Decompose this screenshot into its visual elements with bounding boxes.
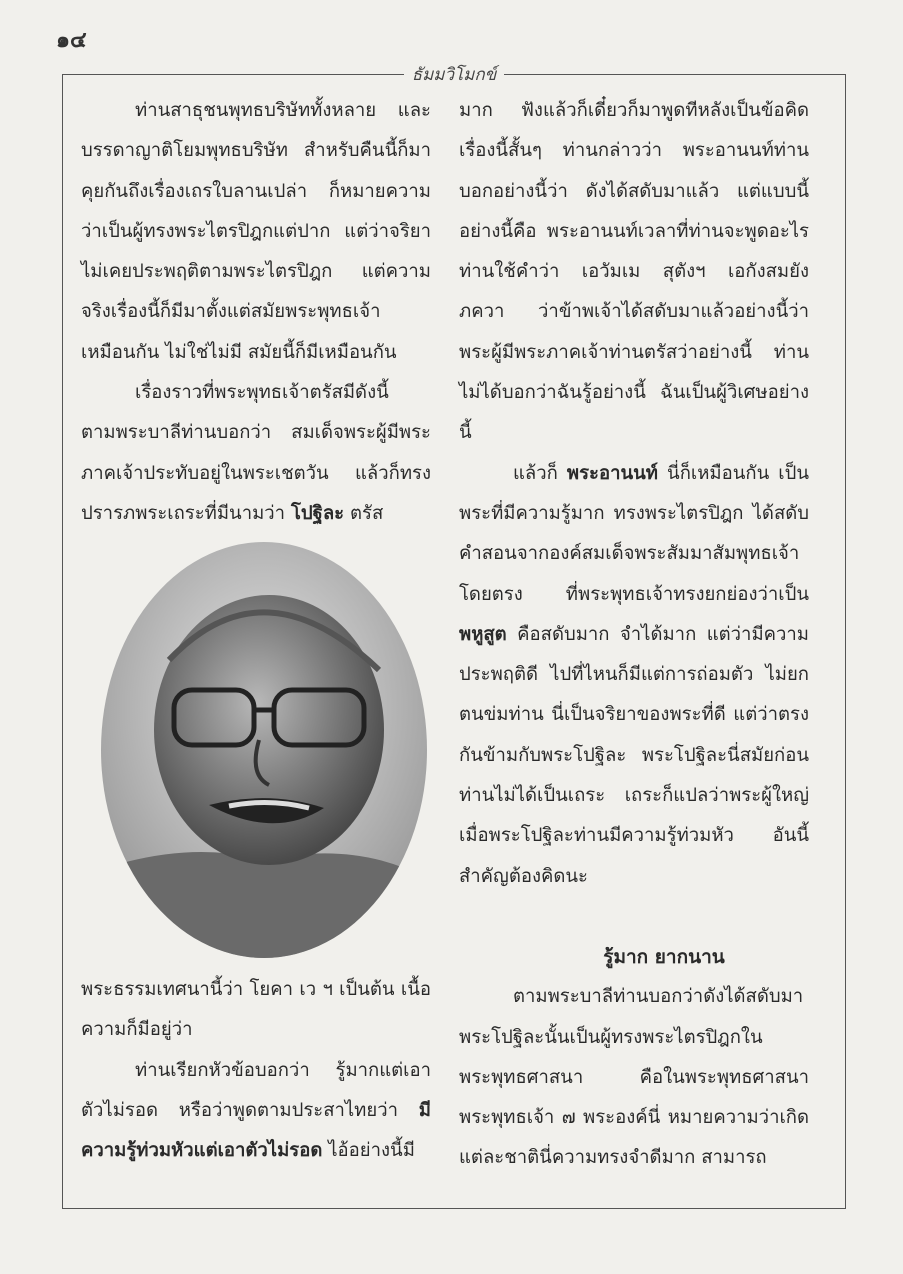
ananda-name: พระอานนท์ [566,462,658,484]
knowledge-phrase: มีความรู้ท่วมหัวแต่เอาตัวไม่รอด [81,1099,431,1162]
left-paragraph-2-end: ตรัส [344,502,384,524]
left-paragraph-3: พระธรรมเทศนานี้ว่า โยคา เว ฯ เป็นต้น เนื้อความก็มีอยู่ว่า [81,979,431,1041]
right-paragraph-2-end: คือสดับมาก จำได้มาก แต่ว่ามีความประพฤติดี ไปที่ไหนก็มีแต่การถ่อมตัว ไม่ยกตนข่มท่าน นี่เป็นจริยาของพระที่ดี แต่ว่าตรงกันข้ามกับพระโปฐิละ พระโปฐิละนี่สมัยก่อนท่านไม่ได้เป็นเถระ เถระก็แปลว่าพระผู้ใหญ่ เมื่อพระโปฐิละท่านมีความรู้ท่วมหัว อันนี้สำคัญต้องคิดนะ [459,623,809,887]
page-frame [62,65,846,1209]
monk-portrait [99,540,429,960]
right-paragraph-1: มาก ฟังแล้วก็เดี๋ยวก็มาพูดทีหลังเป็นข้อคิด เรื่องนี้สั้นๆ ท่านกล่าวว่า พระอานนท์ท่านบอกอย่างนี้ว่า ดังได้สดับมาแล้ว แต่แบบนี้อย่างนี้คือ พระอานนท์เวลาที่ท่านจะพูดอะไร ท่านใช้คำว่า เอวัมเม สุตังฯ เอกังสมยัง ภควา ว่าข้าพเจ้าได้สดับมาแล้วอย่างนี้ว่า พระผู้มีพระภาคเจ้าท่านตรัสว่าอย่างนี้ ท่านไม่ได้บอกว่าฉันรู้อย่างนี้ ฉันเป็นผู้วิเศษอย่างนี้ [459,100,809,444]
poṭhila-name: โปฐิละ [290,502,345,524]
running-header-title: ธัมมวิโมกข์ [404,65,505,85]
right-paragraph-2-start: แล้วก็ [513,462,567,484]
right-paragraph-2-middle: นี่ก็เหมือนกัน เป็นพระที่มีความรู้มาก ทรงพระไตรปิฎก ได้สดับคำสอนจากองค์สมเด็จพระสัมมาสัมพุทธเจ้าโดยตรง ที่พระพุทธเจ้าทรงยกย่องว่าเป็น [459,462,809,605]
left-column-bottom [81,970,431,1171]
left-paragraph-4-end: ไอ้อย่างนี้มี [322,1140,415,1162]
left-column [81,91,431,534]
left-paragraph-1: ท่านสาธุชนพุทธบริษัททั้งหลาย และบรรดาญาติโยมพุทธบริษัท สำหรับคืนนี้ก็มาคุยกันถึงเรื่องเถรใบลานเปล่า ก็หมายความว่าเป็นผู้ทรงพระไตรปิฎกแต่ปาก แต่ว่าจริยาไม่เคยประพฤติตามพระไตรปิฎก แต่ความจริงเรื่องนี้ก็มีมาตั้งแต่สมัยพระพุทธเจ้าเหมือนกัน ไม่ใช่ไม่มี สมัยนี้ก็มีเหมือนกัน [81,100,431,363]
right-paragraph-3: ตามพระบาลีท่านบอกว่าดังได้สดับมา พระโปฐิละนั้นเป็นผู้ทรงพระไตรปิฎกในพระพุทธศาสนา คือในพระพุทธศาสนาพระพุทธเจ้า ๗ พระองค์นี่ หมายความว่าเกิดแต่ละชาตินี่ความทรงจำดีมาก สามารถ [459,986,809,1169]
page-number: ๑๔ [56,28,87,53]
left-paragraph-4 [81,1051,431,1172]
section-heading: รู้มาก ยากนาน [603,945,725,968]
right-column [459,91,809,1179]
left-paragraph-2 [81,373,431,534]
bahusuta-term: พหูสูต [459,623,507,645]
left-paragraph-4-text: ท่านเรียกหัวข้อบอกว่า รู้มากแต่เอาตัวไม่รอด หรือว่าพูดตามประสาไทยว่า [81,1059,431,1121]
running-header [63,61,845,88]
left-paragraph-2-text: เรื่องราวที่พระพุทธเจ้าตรัสมีดังนี้ ตามพระบาลีท่านบอกว่า สมเด็จพระผู้มีพระภาคเจ้าประทับอยู่ในพระเชตวัน แล้วก็ทรงปรารภพระเถระที่มีนามว่า [81,382,431,524]
right-paragraph-2 [459,454,809,897]
heading-spacer [459,897,809,937]
